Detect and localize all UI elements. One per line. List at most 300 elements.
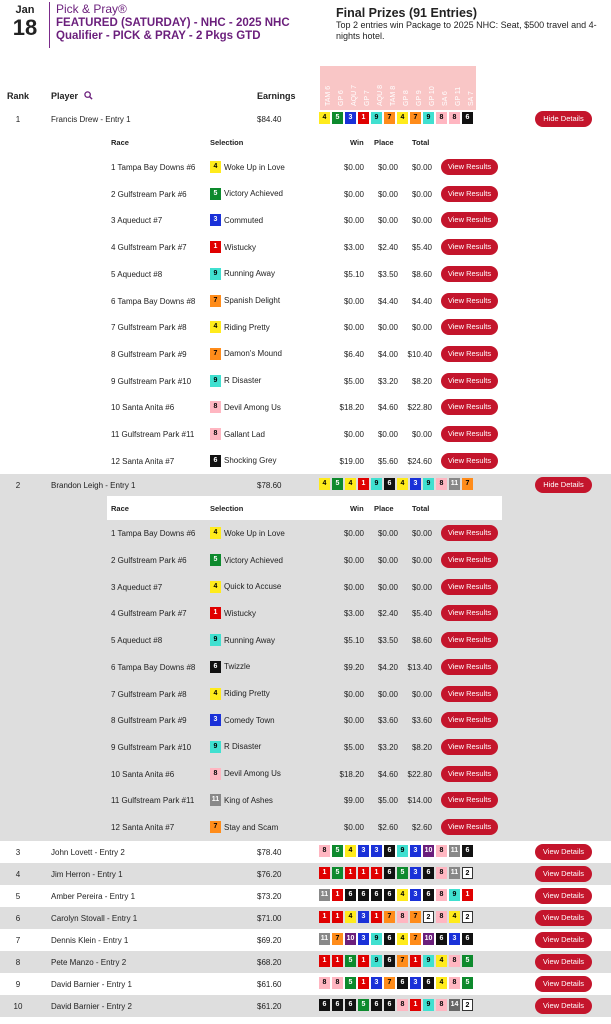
race-header-col: [372, 66, 385, 110]
earnings-value: $84.40: [257, 115, 282, 124]
horse-name: Woke Up in Love: [224, 162, 285, 172]
header: [0, 0, 611, 60]
race-header-label: GP 10: [429, 86, 436, 106]
pick-cell: 1: [358, 977, 369, 989]
details-col-selection: Selection: [210, 504, 244, 514]
view-results-button[interactable]: View Results: [441, 819, 498, 835]
pick-cell: 3: [410, 845, 421, 857]
total-value: $0.00: [411, 529, 432, 539]
earnings-value: $78.60: [257, 481, 282, 491]
search-icon[interactable]: [84, 91, 93, 100]
win-value: $0.00: [343, 716, 364, 726]
pick-cell: 1: [319, 867, 330, 879]
pick-cell: 7: [210, 295, 221, 307]
pick-cell: 5: [397, 867, 408, 879]
pick-cell: 1: [210, 241, 221, 253]
selection: [210, 214, 263, 226]
view-results-button[interactable]: View Results: [441, 579, 498, 595]
leaderboard-row: [0, 474, 611, 496]
pick-cell: 6: [384, 933, 395, 945]
pick-cell: 8: [436, 867, 447, 879]
pick-cell: 2: [462, 911, 473, 923]
total-value: $10.40: [407, 349, 432, 359]
pick-cell: 11: [449, 478, 460, 490]
pick-cell: 1: [319, 911, 330, 923]
details-col-total: Total: [412, 504, 430, 514]
pick-cell: 1: [371, 911, 382, 923]
rank-value: 4: [15, 869, 21, 879]
pick-cell: 7: [410, 911, 421, 923]
rank-value: 6: [15, 913, 21, 923]
pick-cells: [319, 867, 475, 881]
contest-name: FEATURED (SATURDAY) - NHC - 2025 NHC Qualifier - PICK & PRAY - 2 Pkgs GTD: [56, 17, 290, 42]
view-results-button[interactable]: View Results: [441, 659, 498, 675]
race-result-row: [0, 547, 611, 574]
rank-header: Rank: [7, 91, 30, 101]
pick-cell: 8: [319, 845, 330, 857]
details-col-win: Win: [350, 138, 364, 147]
pick-cell: 7: [384, 977, 395, 989]
place-value: $0.00: [377, 529, 398, 539]
place-value: $4.60: [377, 403, 398, 413]
pick-cell: 6: [423, 977, 434, 989]
pick-cell: 1: [319, 955, 330, 967]
player-header-label: Player: [51, 91, 79, 101]
win-value: $0.00: [343, 582, 364, 592]
pick-cell: 7: [397, 955, 408, 967]
rank-value: 3: [15, 847, 21, 857]
pick-cell: 7: [210, 821, 221, 833]
pick-cell: 5: [462, 955, 473, 967]
prize-text: Top 2 entries win Package to 2025 NHC: Seat, $500 travel and 4-nights hotel.: [336, 20, 597, 41]
player-name[interactable]: David Barnier - Entry 2: [51, 1001, 132, 1011]
view-results-button[interactable]: View Results: [441, 346, 498, 362]
pick-cell: 8: [210, 428, 221, 440]
race-result-row: [0, 234, 611, 261]
selection: [210, 527, 285, 539]
race-result-row: [0, 574, 611, 601]
pick-cell: 4: [436, 955, 447, 967]
pick-cell: 11: [319, 933, 330, 945]
pick-cell: 4: [397, 478, 408, 490]
win-value: $6.40: [343, 349, 364, 359]
total-value: $0.00: [411, 430, 432, 439]
horse-name: Victory Achieved: [224, 555, 283, 565]
pick-cell: 6: [436, 933, 447, 945]
race-result-row: [0, 814, 611, 841]
horse-name: Stay and Scam: [224, 822, 279, 832]
pick-cell: 4: [345, 478, 356, 490]
pick-cell: 3: [371, 845, 382, 857]
race-header-label: SA 7: [468, 91, 475, 106]
race-header-label: GP 11: [455, 86, 462, 106]
pick-cell: 6: [423, 867, 434, 879]
selection: [210, 661, 250, 673]
earnings-value: $68.20: [257, 957, 282, 967]
player-name[interactable]: Jim Herron - Entry 1: [51, 869, 123, 879]
view-results-button[interactable]: View Results: [441, 426, 498, 442]
horse-name: Devil Among Us: [224, 402, 281, 412]
race-result-row: [0, 368, 611, 395]
pick-cell: 5: [332, 478, 343, 490]
pick-cell: 8: [449, 955, 460, 967]
pick-cell: 4: [210, 161, 221, 173]
total-value: $8.20: [411, 376, 432, 386]
win-value: $0.00: [343, 689, 364, 699]
player-name[interactable]: Pete Manzo - Entry 2: [51, 957, 127, 967]
selection: [210, 375, 261, 387]
pick-cell: 6: [371, 889, 382, 901]
view-details-button[interactable]: View Details: [535, 932, 592, 948]
pick-cell: 2: [462, 867, 473, 879]
details-panel: [0, 130, 611, 474]
win-value: $0.00: [343, 189, 364, 199]
race-header-label: GP 7: [364, 90, 371, 106]
selection: [210, 348, 282, 360]
pick-cell: 6: [397, 977, 408, 989]
view-details-button[interactable]: View Details: [535, 866, 592, 882]
total-value: $8.60: [411, 269, 432, 279]
horse-name: Commuted: [224, 215, 264, 225]
hide-details-button[interactable]: Hide Details: [535, 477, 592, 493]
pick-cell: 9: [371, 933, 382, 945]
selection: [210, 554, 283, 566]
win-value: $3.00: [343, 243, 364, 253]
pick-cell: 8: [210, 768, 221, 780]
total-value: $4.40: [411, 296, 432, 306]
pick-cell: 3: [210, 214, 221, 226]
place-value: $4.40: [377, 296, 398, 306]
race-header-col: [333, 66, 346, 110]
race-result-row: [0, 448, 611, 475]
race-name: 8 Gulfstream Park #9: [111, 349, 187, 359]
pick-cell: 3: [345, 112, 356, 124]
hide-details-button[interactable]: Hide Details: [535, 111, 592, 127]
win-value: $0.00: [343, 296, 364, 306]
pick-cell: 8: [397, 911, 408, 923]
selection: [210, 428, 265, 440]
pick-cell: 5: [332, 867, 343, 879]
race-result-row: [0, 421, 611, 448]
win-value: $0.00: [343, 529, 364, 539]
pick-cells: [319, 478, 475, 492]
pick-cell: 9: [423, 999, 434, 1011]
race-result-row: [0, 520, 611, 547]
horse-name: Victory Achieved: [224, 189, 283, 199]
pick-cell: 9: [371, 112, 382, 124]
view-results-button[interactable]: View Results: [441, 632, 498, 648]
leaderboard-row: [0, 995, 611, 1017]
win-value: $5.10: [343, 636, 364, 646]
pick-cell: 6: [384, 999, 395, 1011]
view-details-button[interactable]: View Details: [535, 954, 592, 970]
place-value: $0.00: [377, 323, 398, 333]
race-name: 6 Tampa Bay Downs #8: [111, 296, 196, 306]
race-header-label: AQU 7: [351, 84, 358, 106]
pick-cell: 4: [345, 845, 356, 857]
race-result-row: [0, 154, 611, 181]
player-name[interactable]: Amber Pereira - Entry 1: [51, 891, 136, 901]
race-result-row: [0, 707, 611, 734]
race-result-row: [0, 341, 611, 368]
selection: [210, 794, 273, 806]
race-header-label: TAM 6: [325, 85, 332, 106]
horse-name: R Disaster: [224, 742, 262, 752]
pick-cell: 6: [210, 455, 221, 467]
selection: [210, 634, 275, 646]
pick-cell: 9: [449, 889, 460, 901]
view-results-button[interactable]: View Results: [441, 266, 498, 282]
view-results-button[interactable]: View Results: [441, 319, 498, 335]
horse-name: Running Away: [224, 269, 275, 279]
rank-value: 8: [15, 957, 21, 967]
prize-info: [336, 6, 606, 42]
pick-cell: 11: [210, 794, 221, 806]
race-header-label: GP 6: [338, 90, 345, 106]
view-results-button[interactable]: View Results: [441, 453, 498, 469]
pick-cell: 1: [358, 478, 369, 490]
earnings-value: $61.20: [257, 1001, 282, 1011]
pick-cell: 6: [332, 999, 343, 1011]
selection: [210, 321, 270, 333]
pick-cells: [319, 911, 475, 925]
place-value: $5.60: [377, 456, 398, 466]
horse-name: Gallant Lad: [224, 429, 265, 439]
selection: [210, 821, 278, 833]
contest-title: [56, 3, 322, 43]
pick-cell: 9: [210, 741, 221, 753]
view-results-button[interactable]: View Results: [441, 766, 498, 782]
win-value: $19.00: [339, 456, 364, 466]
horse-name: Devil Among Us: [224, 769, 281, 779]
pick-cell: 4: [210, 321, 221, 333]
selection: [210, 714, 275, 726]
race-header-col: [463, 66, 476, 110]
view-results-button[interactable]: View Results: [441, 686, 498, 702]
player-name[interactable]: Brandon Leigh - Entry 1: [51, 481, 136, 491]
leaderboard-row: [0, 108, 611, 130]
pick-cell: 6: [345, 999, 356, 1011]
race-result-row: [0, 787, 611, 814]
place-value: $2.60: [377, 823, 398, 833]
total-value: $0.00: [411, 582, 432, 592]
horse-name: Damon's Mound: [224, 349, 282, 359]
view-details-button[interactable]: View Details: [535, 888, 592, 904]
race-header-col: [411, 66, 424, 110]
win-value: $0.00: [343, 323, 364, 333]
place-value: $2.40: [377, 243, 398, 253]
player-header[interactable]: [51, 91, 93, 101]
horse-name: Shocking Grey: [224, 456, 277, 466]
view-results-button[interactable]: View Results: [441, 552, 498, 568]
divider: [49, 2, 50, 48]
total-value: $14.00: [407, 796, 432, 806]
pick-cell: 4: [210, 688, 221, 700]
leaderboard-row: [0, 907, 611, 929]
pick-cell: 7: [384, 112, 395, 124]
horse-name: Spanish Delight: [224, 296, 281, 305]
total-value: $24.60: [407, 456, 432, 466]
pick-cell: 4: [397, 889, 408, 901]
race-name: 6 Tampa Bay Downs #8: [111, 662, 196, 672]
pick-cell: 1: [210, 607, 221, 619]
pick-cell: 3: [410, 977, 421, 989]
race-name: 10 Santa Anita #6: [111, 403, 175, 413]
view-results-button[interactable]: View Results: [441, 186, 498, 202]
selection: [210, 455, 276, 467]
pick-cells: [319, 845, 475, 859]
race-result-row: [0, 181, 611, 208]
player-name[interactable]: Francis Drew - Entry 1: [51, 115, 131, 124]
selection: [210, 295, 280, 307]
details-col-place: Place: [374, 504, 394, 514]
horse-name: Wistucky: [224, 242, 256, 252]
view-results-button[interactable]: View Results: [441, 293, 498, 309]
selection: [210, 241, 256, 253]
pick-cell: 3: [449, 933, 460, 945]
race-header-label: GP 8: [403, 90, 410, 106]
pick-cell: 6: [384, 867, 395, 879]
date-month: Jan: [15, 4, 35, 16]
horse-name: King of Ashes: [224, 795, 273, 805]
pick-cell: 3: [210, 714, 221, 726]
pick-cell: 9: [423, 112, 434, 124]
race-result-row: [0, 394, 611, 421]
race-result-row: [0, 761, 611, 788]
race-name: 4 Gulfstream Park #7: [111, 243, 187, 253]
pick-cell: 6: [371, 999, 382, 1011]
pick-cell: 6: [462, 112, 473, 124]
pick-cell: 1: [358, 112, 369, 124]
total-value: $2.60: [411, 823, 432, 833]
pick-cell: 8: [436, 478, 447, 490]
details-panel: [0, 496, 611, 840]
race-result-row: [0, 654, 611, 681]
details-col-place: Place: [374, 138, 394, 147]
place-value: $0.00: [377, 556, 398, 566]
race-name: 7 Gulfstream Park #8: [111, 323, 187, 333]
pick-cell: 8: [332, 977, 343, 989]
pick-cells: [319, 999, 475, 1013]
race-name: 9 Gulfstream Park #10: [111, 376, 192, 386]
view-details-button[interactable]: View Details: [535, 998, 592, 1014]
horse-name: Wistucky: [224, 608, 256, 618]
race-header-col: [437, 66, 450, 110]
place-value: $3.20: [377, 742, 398, 752]
pick-cell: 11: [449, 845, 460, 857]
earnings-value: $61.60: [257, 979, 282, 989]
race-result-row: [0, 261, 611, 288]
pick-cell: 1: [332, 955, 343, 967]
selection: [210, 268, 275, 280]
view-results-button[interactable]: View Results: [441, 239, 498, 255]
rank-value: 9: [15, 979, 21, 989]
earnings-value: $76.20: [257, 869, 282, 879]
pick-cell: 1: [371, 867, 382, 879]
race-header-col: [359, 66, 372, 110]
details-header-bg: [107, 496, 502, 520]
view-results-button[interactable]: View Results: [441, 712, 498, 728]
view-results-button[interactable]: View Results: [441, 399, 498, 415]
earnings-value: $69.20: [257, 935, 282, 945]
race-header-label: GP 9: [416, 90, 423, 106]
earnings-value: $73.20: [257, 891, 282, 901]
pick-cell: 6: [423, 889, 434, 901]
total-value: $5.40: [411, 609, 432, 619]
pick-cell: 5: [345, 977, 356, 989]
view-results-button[interactable]: View Results: [441, 159, 498, 175]
pick-cell: 4: [436, 977, 447, 989]
pick-cell: 3: [371, 977, 382, 989]
pick-cell: 4: [319, 478, 330, 490]
view-results-button[interactable]: View Results: [441, 739, 498, 755]
view-details-button[interactable]: View Details: [535, 976, 592, 992]
view-results-button[interactable]: View Results: [441, 605, 498, 621]
leaderboard-row: [0, 841, 611, 863]
place-value: $4.00: [377, 349, 398, 359]
view-results-button[interactable]: View Results: [441, 212, 498, 228]
win-value: $18.20: [339, 769, 364, 779]
view-details-button[interactable]: View Details: [535, 844, 592, 860]
view-results-button[interactable]: View Results: [441, 525, 498, 541]
win-value: $0.00: [343, 556, 364, 566]
race-name: 3 Aqueduct #7: [111, 582, 163, 592]
view-details-button[interactable]: View Details: [535, 910, 592, 926]
win-value: $9.00: [343, 796, 364, 806]
player-name[interactable]: John Lovett - Entry 2: [51, 847, 125, 857]
pick-cell: 9: [210, 375, 221, 387]
pick-cell: 7: [462, 478, 473, 490]
pick-cell: 7: [332, 933, 343, 945]
earnings-value: $71.00: [257, 913, 282, 923]
pick-cells: [319, 955, 475, 969]
horse-name: Twizzle: [224, 662, 251, 672]
pick-cell: 8: [449, 112, 460, 124]
player-name[interactable]: Dennis Klein - Entry 1: [51, 935, 129, 945]
win-value: $0.00: [343, 163, 364, 172]
selection: [210, 581, 281, 593]
view-results-button[interactable]: View Results: [441, 792, 498, 808]
details-col-race: Race: [111, 138, 129, 147]
rank-value: 2: [15, 481, 21, 491]
player-name[interactable]: Carolyn Stovall - Entry 1: [51, 913, 138, 923]
pick-cell: 5: [332, 112, 343, 124]
pick-cells: [319, 112, 475, 126]
total-value: $8.20: [411, 742, 432, 752]
pick-cell: 3: [410, 478, 421, 490]
pick-cell: 1: [358, 955, 369, 967]
horse-name: Riding Pretty: [224, 689, 270, 699]
race-result-row: [0, 207, 611, 234]
total-value: $0.00: [411, 689, 432, 699]
pick-cell: 1: [358, 867, 369, 879]
win-value: $3.00: [343, 609, 364, 619]
player-name[interactable]: David Barnier - Entry 1: [51, 979, 132, 989]
race-header-col: [320, 66, 333, 110]
view-results-button[interactable]: View Results: [441, 373, 498, 389]
pick-cell: 9: [371, 955, 382, 967]
race-name: 11 Gulfstream Park #11: [111, 430, 195, 439]
pick-cell: 11: [319, 889, 330, 901]
pick-cell: 4: [345, 911, 356, 923]
pick-cell: 1: [345, 867, 356, 879]
pick-cell: 5: [210, 188, 221, 200]
rank-value: 7: [15, 935, 21, 945]
pick-cells: [319, 889, 475, 903]
race-header-col: [450, 66, 463, 110]
place-value: $2.40: [377, 609, 398, 619]
total-value: $8.60: [411, 636, 432, 646]
